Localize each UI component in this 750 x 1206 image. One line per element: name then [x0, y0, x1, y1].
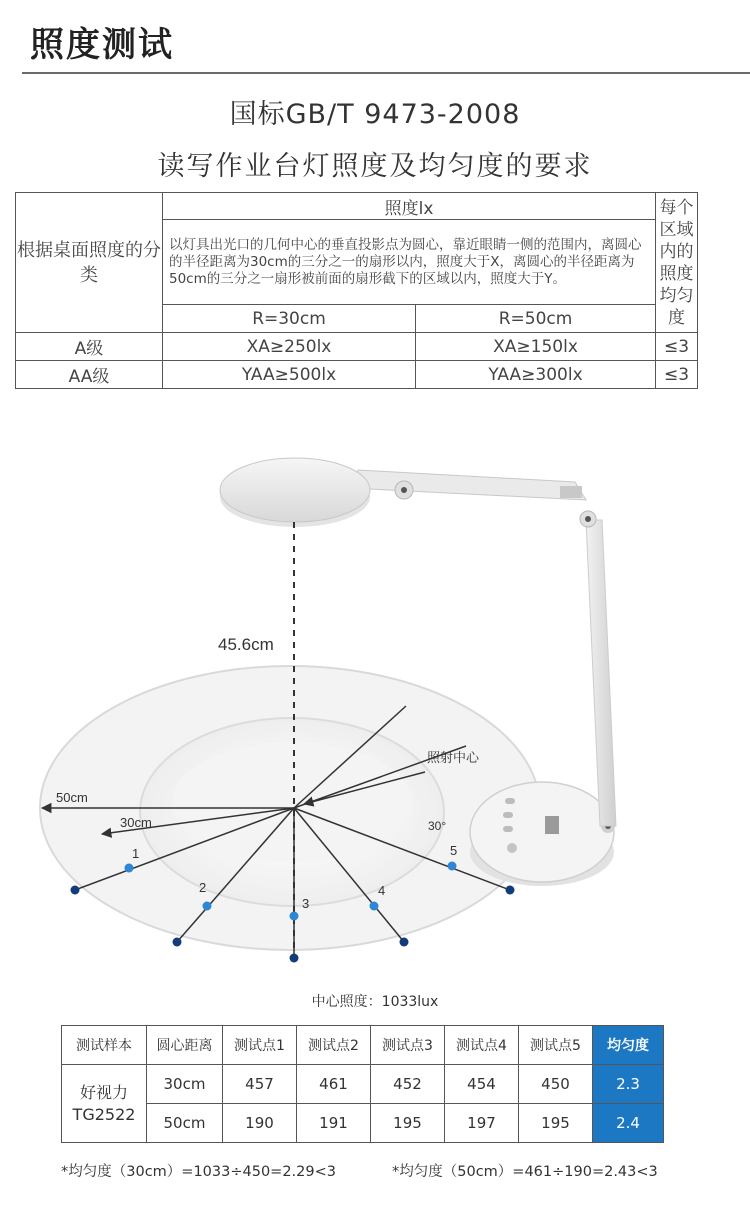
lamp-base [470, 782, 615, 886]
uniformity-note-50: *均匀度（50cm）=461÷190=2.43<3 [392, 1164, 658, 1180]
results-table [61, 1025, 664, 1143]
requirements-table [15, 192, 698, 389]
page-title: 照度测试 [30, 25, 174, 65]
results-header: 测试点5 [519, 1026, 593, 1065]
outer-point [71, 886, 80, 895]
standard-title: 国标GB/T 9473-2008 [229, 99, 521, 130]
lamp-measurement-diagram [0, 410, 750, 1010]
grade-r50-value: XA≥150lx [416, 333, 656, 361]
center-label: 照射中心 [427, 750, 480, 765]
grade-label: AA级 [16, 361, 163, 389]
radius-30-label: 30cm [120, 815, 152, 830]
point-label: 2 [199, 880, 207, 895]
radius-30-header: R=30cm [163, 305, 416, 333]
value-cell: 197 [445, 1104, 519, 1143]
uniformity-cell: 2.4 [593, 1104, 664, 1143]
sample-name [62, 1065, 147, 1143]
results-header: 圆心距离 [147, 1026, 223, 1065]
value-cell: 195 [519, 1104, 593, 1143]
value-cell: 461 [297, 1065, 371, 1104]
sample-model-line: TG2522 [72, 1104, 136, 1124]
point-label: 5 [450, 843, 458, 858]
results-header: 测试点2 [297, 1026, 371, 1065]
inner-point [290, 912, 299, 921]
outer-point [290, 954, 299, 963]
uniformity-header: 每个区域内的照度均匀度 [656, 193, 698, 333]
inner-point [448, 862, 457, 871]
outer-point [400, 938, 409, 947]
distance-cell: 30cm [147, 1065, 223, 1104]
results-header: 测试点3 [371, 1026, 445, 1065]
grade-r50-value: YAA≥300lx [416, 361, 656, 389]
results-header: 测试点4 [445, 1026, 519, 1065]
value-cell: 452 [371, 1065, 445, 1104]
value-cell: 190 [223, 1104, 297, 1143]
point-label: 4 [378, 883, 386, 898]
radius-50-label: 50cm [56, 790, 88, 805]
classification-header: 根据桌面照度的分类 [16, 193, 163, 333]
value-cell: 450 [519, 1065, 593, 1104]
results-header: 测试样本 [62, 1026, 147, 1065]
inner-point [370, 902, 379, 911]
lamp-head [220, 458, 370, 527]
grade-r30-value: XA≥250lx [163, 333, 416, 361]
header-divider [22, 72, 750, 74]
sample-name-line: 好视力 [79, 1082, 128, 1102]
inner-point [125, 864, 134, 873]
uniformity-header: 均匀度 [593, 1026, 664, 1065]
point-label: 3 [302, 896, 310, 911]
illuminance-header: 照度lx [163, 193, 656, 220]
center-illuminance: 中心照度：1033lux [311, 994, 439, 1010]
angle-label: 30° [428, 819, 447, 833]
value-cell: 195 [371, 1104, 445, 1143]
grade-ratio: ≤3 [656, 361, 698, 389]
uniformity-note-30: *均匀度（30cm）=1033÷450=2.29<3 [61, 1164, 336, 1180]
uniformity-cell: 2.3 [593, 1065, 664, 1104]
inner-point [203, 902, 212, 911]
outer-point [173, 938, 182, 947]
outer-point [506, 886, 515, 895]
value-cell: 191 [297, 1104, 371, 1143]
radius-50-header: R=50cm [416, 305, 656, 333]
standard-subtitle: 读写作业台灯照度及均匀度的要求 [157, 151, 593, 182]
distance-cell: 50cm [147, 1104, 223, 1143]
value-cell: 457 [223, 1065, 297, 1104]
grade-label: A级 [16, 333, 163, 361]
illuminance-description: 以灯具出光口的几何中心的垂直投影点为圆心，靠近眼睛一侧的范围内，离圆心的半径距离为30cm的三分之一的扇形以内，照度大于X，离圆心的半径距离为50cm的三分之一扇形被前面的扇形截下的区域以内，照度大于Y。 [163, 220, 656, 305]
height-label: 45.6cm [218, 635, 274, 654]
grade-ratio: ≤3 [656, 333, 698, 361]
value-cell: 454 [445, 1065, 519, 1104]
results-header: 测试点1 [223, 1026, 297, 1065]
grade-r30-value: YAA≥500lx [163, 361, 416, 389]
page-header [0, 0, 750, 76]
point-label: 1 [132, 846, 140, 861]
